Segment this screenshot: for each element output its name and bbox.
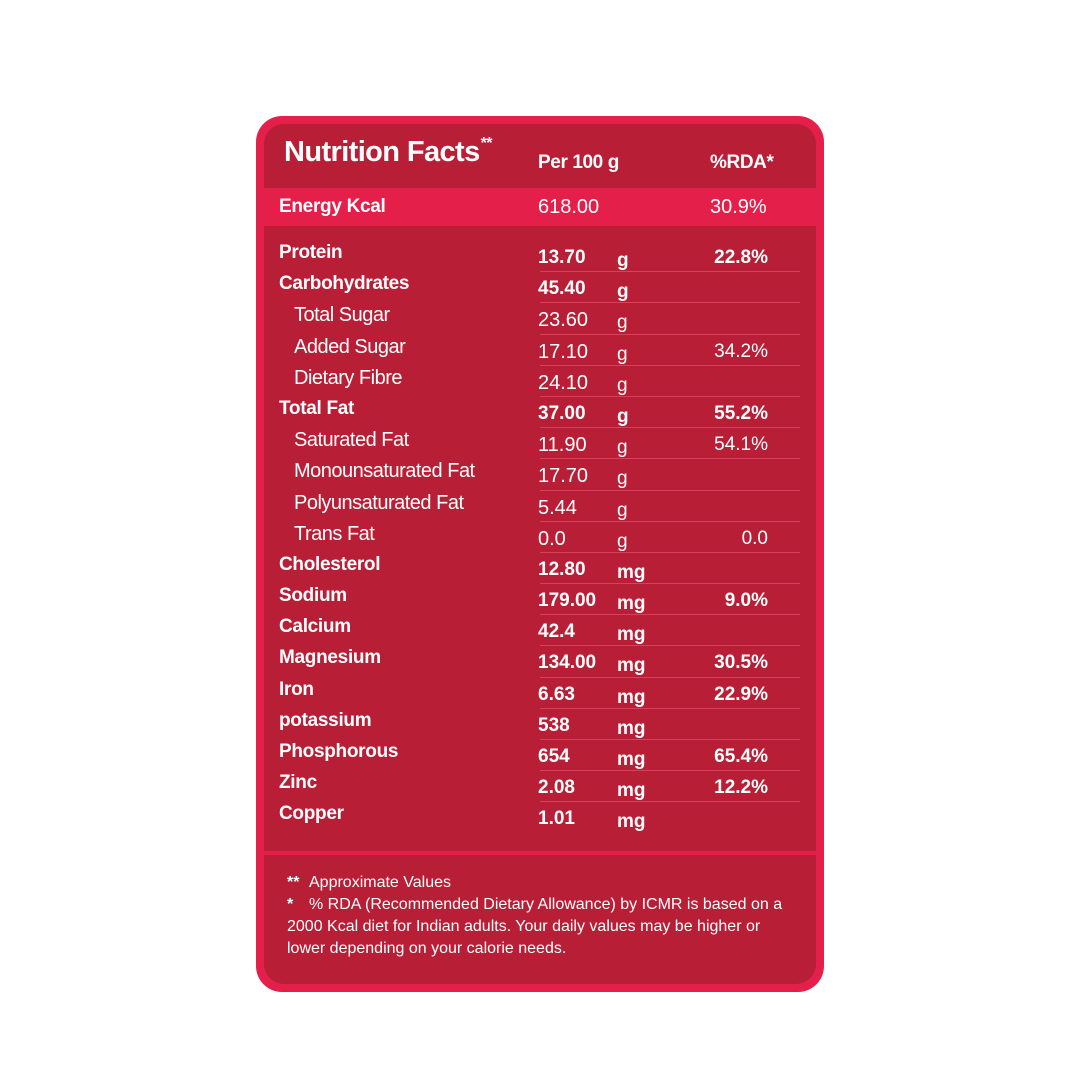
nutrient-name: Total Fat bbox=[279, 397, 355, 419]
nutrient-unit: g bbox=[617, 405, 629, 427]
table-row bbox=[264, 241, 816, 272]
footnote-text: % RDA (Recommended Dietary Allowance) by ICMR is based on a 2000 Kcal diet for Indian adults. Your daily values may be higher or lower depending on your calorie needs. bbox=[287, 896, 783, 957]
nutrient-unit: g bbox=[617, 281, 629, 303]
nutrient-value: 11.90 bbox=[538, 434, 587, 457]
table-row bbox=[264, 397, 816, 428]
table-row bbox=[264, 272, 816, 303]
nutrient-unit: mg bbox=[617, 686, 646, 708]
nutrient-unit: mg bbox=[617, 749, 646, 770]
nutrient-value: 17.10 bbox=[538, 340, 589, 363]
table-row bbox=[264, 522, 816, 553]
nutrient-unit: mg bbox=[617, 811, 646, 833]
footnotes bbox=[287, 872, 798, 960]
energy-name: Energy Kcal bbox=[279, 196, 386, 217]
nutrient-value: 23.60 bbox=[538, 309, 589, 332]
table-row bbox=[264, 646, 816, 677]
table-row bbox=[264, 584, 816, 615]
nutrient-rda: 30.5% bbox=[714, 652, 768, 674]
nutrient-list bbox=[264, 241, 816, 834]
nutrient-value: 13.70 bbox=[538, 247, 586, 268]
nutrient-name: Iron bbox=[279, 678, 314, 700]
nutrient-unit: mg bbox=[617, 655, 646, 677]
energy-rda: 30.9% bbox=[710, 196, 767, 218]
nutrient-value: 12.80 bbox=[538, 558, 586, 580]
nutrient-value: 45.40 bbox=[538, 278, 586, 300]
footnote-rda bbox=[287, 894, 798, 960]
energy-value: 618.00 bbox=[538, 196, 600, 218]
nutrient-name: Phosphorous bbox=[279, 741, 399, 762]
nutrient-value: 24.10 bbox=[538, 371, 589, 394]
table-row bbox=[264, 335, 816, 366]
nutrient-value: 5.44 bbox=[538, 496, 577, 519]
nutrient-value: 179.00 bbox=[538, 590, 597, 612]
nutrient-value: 2.08 bbox=[538, 777, 575, 799]
nutrient-rda: 22.8% bbox=[714, 247, 768, 268]
table-row bbox=[264, 615, 816, 646]
table-row bbox=[264, 428, 816, 459]
nutrient-unit: g bbox=[617, 250, 629, 271]
nutrient-name: Sodium bbox=[279, 585, 347, 607]
nutrient-name: Cholesterol bbox=[279, 553, 381, 575]
table-row bbox=[264, 366, 816, 397]
title-text: Nutrition Facts bbox=[284, 136, 480, 168]
nutrient-value: 654 bbox=[538, 746, 570, 767]
nutrient-rda: 9.0% bbox=[724, 590, 768, 612]
footnote-text: Approximate Values bbox=[309, 874, 451, 891]
nutrition-panel bbox=[264, 124, 816, 984]
nutrient-name: Protein bbox=[279, 242, 343, 263]
table-row bbox=[264, 740, 816, 771]
nutrient-value: 538 bbox=[538, 714, 570, 736]
nutrient-name: Saturated Fat bbox=[294, 429, 409, 452]
table-header bbox=[264, 124, 816, 186]
nutrient-unit: g bbox=[617, 468, 628, 490]
nutrient-unit: mg bbox=[617, 561, 646, 583]
table-row bbox=[264, 802, 816, 833]
table-row bbox=[264, 491, 816, 522]
nutrient-unit: mg bbox=[617, 717, 646, 739]
table-row bbox=[264, 303, 816, 334]
nutrient-rda: 34.2% bbox=[714, 340, 768, 362]
nutrient-name: Total Sugar bbox=[294, 304, 390, 327]
nutrient-name: Trans Fat bbox=[294, 522, 375, 545]
nutrient-name: Carbohydrates bbox=[279, 273, 410, 295]
nutrient-name: Dietary Fibre bbox=[294, 366, 402, 389]
nutrient-rda: 0.0 bbox=[741, 527, 768, 549]
footnote-mark: * bbox=[287, 896, 294, 913]
nutrient-name: Added Sugar bbox=[294, 335, 406, 358]
table-row bbox=[264, 459, 816, 490]
nutrient-value: 134.00 bbox=[538, 652, 597, 674]
nutrient-name: Calcium bbox=[279, 616, 351, 638]
nutrient-name: Polyunsaturated Fat bbox=[294, 491, 464, 514]
nutrient-unit: mg bbox=[617, 624, 646, 646]
nutrient-rda: 22.9% bbox=[714, 683, 768, 705]
footnote-mark: ** bbox=[287, 874, 300, 891]
nutrient-value: 42.4 bbox=[538, 621, 575, 643]
nutrient-name: Copper bbox=[279, 803, 344, 825]
nutrient-value: 17.70 bbox=[538, 465, 589, 488]
table-row bbox=[264, 771, 816, 802]
nutrient-name: Magnesium bbox=[279, 647, 381, 669]
title-mark: ** bbox=[480, 135, 492, 153]
nutrient-unit: g bbox=[617, 530, 628, 552]
nutrient-unit: g bbox=[617, 437, 628, 459]
nutrient-unit: g bbox=[617, 312, 628, 334]
nutrient-value: 37.00 bbox=[538, 402, 586, 424]
nutrient-unit: g bbox=[617, 374, 628, 396]
footnote-approximate bbox=[287, 872, 798, 894]
nutrient-unit: mg bbox=[617, 780, 646, 802]
table-row bbox=[264, 709, 816, 740]
energy-row bbox=[264, 188, 816, 226]
nutrient-rda: 54.1% bbox=[714, 434, 768, 456]
nutrient-unit: g bbox=[617, 343, 628, 365]
nutrient-name: Zinc bbox=[279, 772, 317, 794]
nutrient-name: Monounsaturated Fat bbox=[294, 460, 475, 483]
rda-header: %RDA* bbox=[710, 152, 774, 173]
nutrient-unit: mg bbox=[617, 593, 646, 615]
footer-divider bbox=[264, 851, 816, 855]
nutrient-value: 6.63 bbox=[538, 683, 575, 705]
nutrient-rda: 55.2% bbox=[714, 402, 768, 424]
table-row bbox=[264, 678, 816, 709]
nutrient-rda: 65.4% bbox=[714, 746, 768, 767]
page-title bbox=[284, 136, 492, 169]
nutrient-value: 1.01 bbox=[538, 808, 575, 830]
nutrient-name: potassium bbox=[279, 709, 372, 731]
nutrient-value: 0.0 bbox=[538, 527, 566, 550]
table-row bbox=[264, 553, 816, 584]
per-100g-header: Per 100 g bbox=[538, 152, 619, 173]
nutrition-card bbox=[256, 116, 824, 992]
nutrient-rda: 12.2% bbox=[714, 777, 768, 799]
nutrient-unit: g bbox=[617, 499, 628, 521]
